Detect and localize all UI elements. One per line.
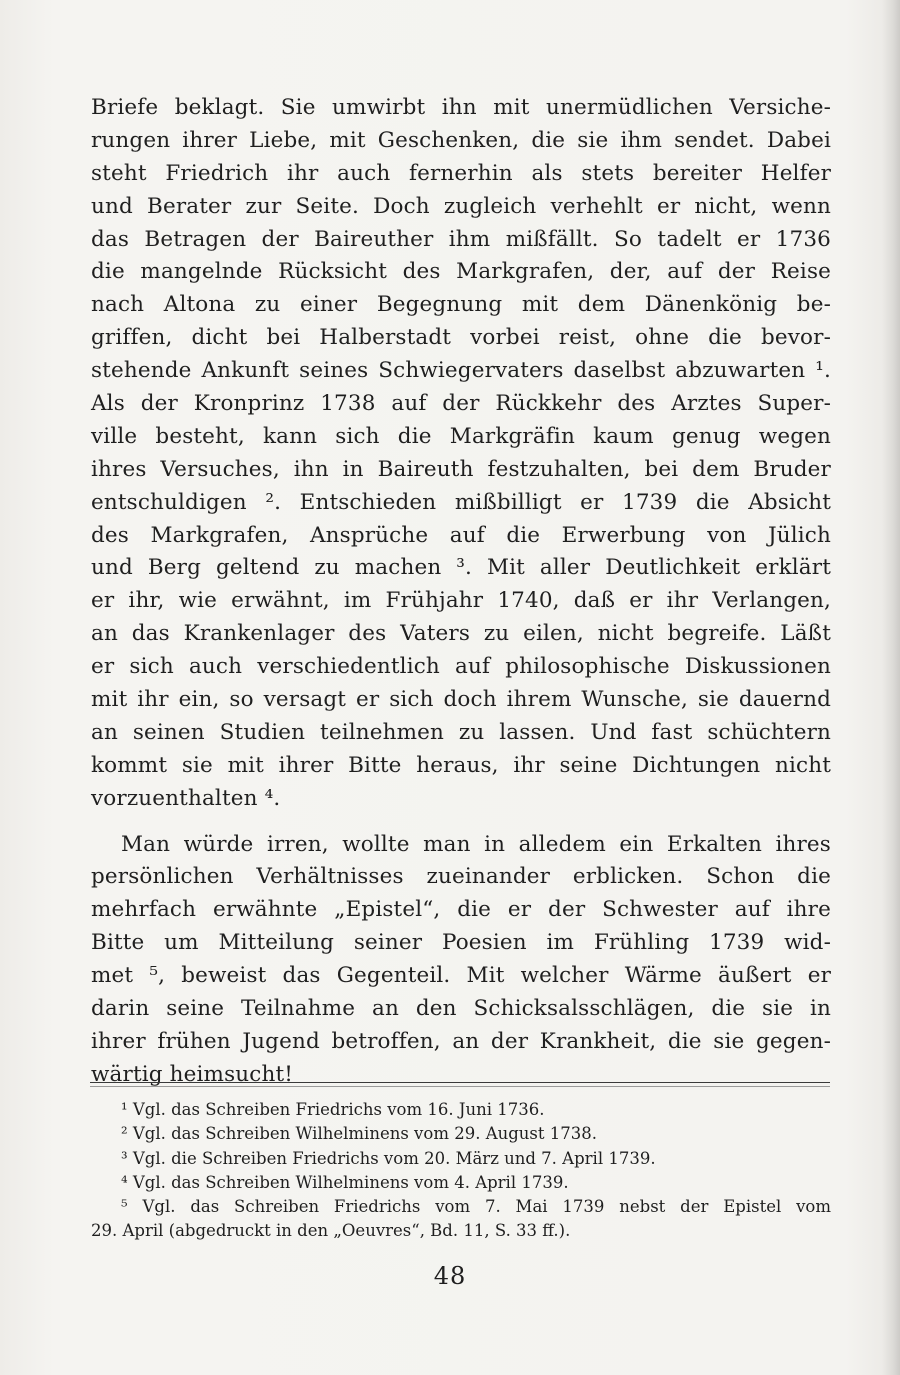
text-line: Briefe beklagt. Sie umwirbt ihn mit unermüdlichen Versiche- [91,95,831,120]
text-line: das Betragen der Baireuther ihm mißfällt. So tadelt er 1736 [91,226,831,252]
text-line: steht Friedrich ihr auch fernerhin als stets bereiter Helfer [91,160,831,186]
paragraph-2 [91,829,831,1092]
paragraph-1 [91,92,831,816]
paragraph-gap [91,816,831,829]
text-line: Bitte um Mitteilung seiner Poesien im Frühling 1739 wid- [91,930,831,956]
footnote: ¹ Vgl. das Schreiben Friedrichs vom 16. Juni 1736. [121,1100,545,1119]
text-line: Man würde irren, wollte man in alledem ein Erkalten ihres [121,831,831,857]
footnote-continuation: 29. April (abgedruckt in den „Oeuvres“, Bd. 11, S. 33 ff.). [91,1221,571,1241]
page-edge-shadow [882,0,900,1375]
footnotes [91,1098,831,1244]
text-line: er sich auch verschiedentlich auf philosophische Diskussionen [91,654,831,680]
footnote: ² Vgl. das Schreiben Wilhelminens vom 29. August 1738. [121,1124,598,1144]
text-line: darin seine Teilnahme an den Schicksalsschlägen, die sie in [91,996,831,1022]
footnote-separator [90,1082,830,1083]
text-line: nach Altona zu einer Begegnung mit dem Dänenkönig be- [91,292,831,318]
text-line: kommt sie mit ihrer Bitte heraus, ihr seine Dichtungen nicht [91,752,831,778]
page-number: 48 [433,1262,467,1290]
footnote: ⁴ Vgl. das Schreiben Wilhelminens vom 4. April 1739. [121,1172,569,1192]
text-line: des Markgrafen, Ansprüche auf die Erwerbung von Jülich [91,522,831,548]
text-line: griffen, dicht bei Halberstadt vorbei reist, ohne die bevor- [91,325,831,351]
text-line: an das Krankenlager des Vaters zu eilen, nicht begreife. Läßt [91,621,831,647]
text-line: und Berater zur Seite. Doch zugleich verhehlt er nicht, wenn [91,193,831,219]
text-line: er ihr, wie erwähnt, im Frühjahr 1740, daß er ihr Verlangen, [91,588,831,614]
text-line: und Berg geltend zu machen ³. Mit aller Deutlichkeit erklärt [91,555,831,581]
text-line: ihres Versuches, ihn in Baireuth festzuhalten, bei dem Bruder [91,456,831,482]
text-line: ihrer frühen Jugend betroffen, an der Krankheit, die sie gegen- [91,1028,831,1054]
text-line: die mangelnde Rücksicht des Markgrafen, der, auf der Reise [91,259,831,285]
text-line: persönlichen Verhältnisses zueinander erblicken. Schon die [91,864,831,890]
text-line: stehende Ankunft seines Schwiegervaters daselbst abzuwarten ¹. [91,358,831,384]
text-line: mehrfach erwähnte „Epistel“, die er der Schwester auf ihre [91,897,831,923]
text-line: entschuldigen ². Entschieden mißbilligt er 1739 die Absicht [91,489,831,515]
text-line: rungen ihrer Liebe, mit Geschenken, die sie ihm sendet. Dabei [91,127,831,153]
text-line: vorzuenthalten ⁴. [91,785,281,811]
footnote: ³ Vgl. die Schreiben Friedrichs vom 20. März und 7. April 1739. [121,1148,656,1168]
text-line: an seinen Studien teilnehmen zu lassen. Und fast schüchtern [91,719,831,745]
text-line: Als der Kronprinz 1738 auf der Rückkehr des Arztes Super- [91,391,831,417]
text-line: wärtig heimsucht! [91,1061,294,1087]
main-text [91,92,831,1092]
footnote: ⁵ Vgl. das Schreiben Friedrichs vom 7. Mai 1739 nebst der Epistel vom [121,1197,831,1217]
footnote-separator-secondary [90,1086,830,1087]
text-line: mit ihr ein, so versagt er sich doch ihrem Wunsche, sie dauernd [91,687,831,713]
text-line: ville besteht, kann sich die Markgräfin kaum genug wegen [91,423,831,449]
text-line: met ⁵, beweist das Gegenteil. Mit welcher Wärme äußert er [91,963,831,989]
